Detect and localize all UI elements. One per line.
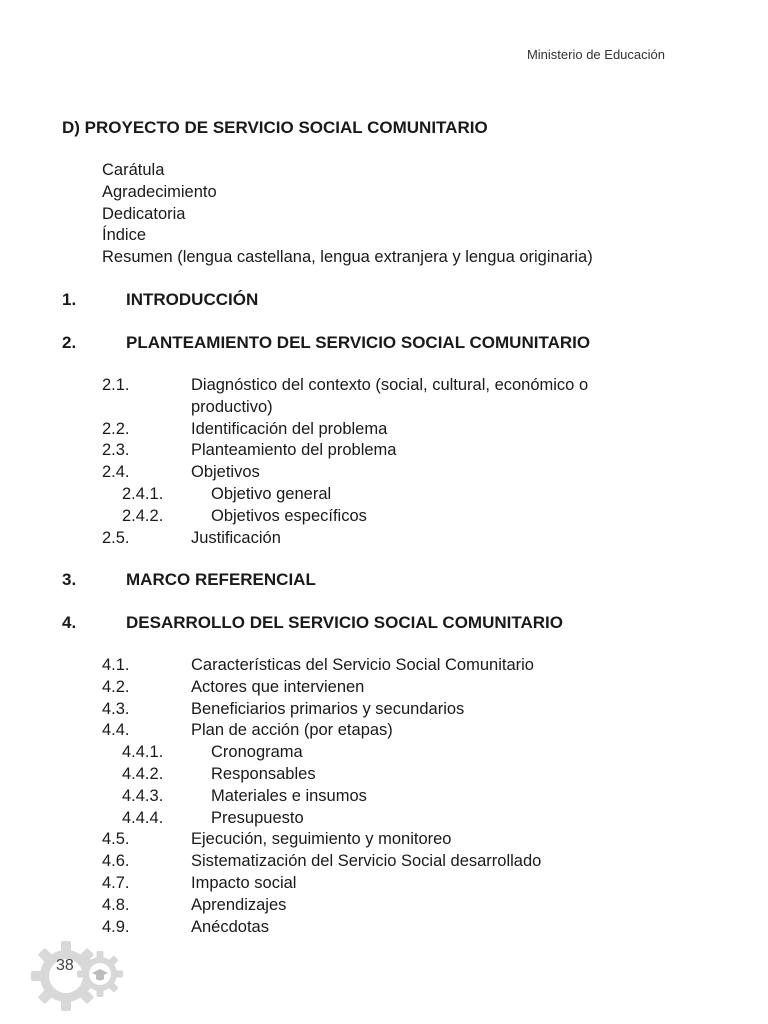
- section-heading-3: [62, 570, 316, 590]
- item-number: 4.4.: [102, 721, 130, 740]
- list-subitem: [102, 786, 662, 808]
- list-item: [102, 720, 662, 742]
- item-text: Actores que intervienen: [191, 677, 365, 696]
- item-text: Plan de acción (por etapas): [191, 721, 393, 740]
- item-text: Responsables: [211, 764, 316, 783]
- list-item: [102, 677, 662, 699]
- front-matter-item: Carátula: [102, 161, 165, 179]
- list-item: [102, 462, 662, 484]
- item-text: Justificación: [191, 528, 281, 547]
- front-matter-item: Agradecimiento: [102, 182, 217, 201]
- item-text: Objetivos específicos: [211, 506, 367, 525]
- list-item: [102, 699, 662, 721]
- page-number: 38: [56, 957, 74, 974]
- list-item: [102, 829, 662, 851]
- list-item: [102, 440, 662, 462]
- item-text: Aprendizajes: [191, 895, 287, 914]
- section-2-list: [102, 375, 662, 549]
- item-number: 4.4.1.: [122, 743, 164, 762]
- item-number: 4.5.: [102, 830, 130, 849]
- list-subitem: [102, 808, 662, 830]
- item-text: Beneficiarios primarios y secundarios: [191, 699, 465, 718]
- list-item: [102, 917, 662, 939]
- item-text: Objetivos: [191, 463, 260, 482]
- item-number: 2.3.: [102, 441, 130, 460]
- item-number: 4.3.: [102, 699, 130, 718]
- item-text: Sistematización del Servicio Social desarrollado: [191, 852, 542, 871]
- section-number: 3.: [62, 570, 77, 589]
- item-number: 4.1.: [102, 656, 130, 674]
- item-text: Cronograma: [211, 743, 303, 762]
- item-number: 4.6.: [102, 852, 130, 871]
- item-text: Materiales e insumos: [211, 786, 367, 805]
- item-text: Presupuesto: [211, 808, 304, 827]
- front-matter-item: Resumen (lengua castellana, lengua extranjera y lengua originaria): [102, 248, 593, 267]
- list-item: [102, 851, 662, 873]
- item-number: 4.4.4.: [122, 808, 164, 827]
- section-title: INTRODUCCIÓN: [126, 290, 259, 309]
- list-item: [102, 528, 662, 550]
- item-text: Identificación del problema: [191, 419, 388, 438]
- item-number: 2.4.2.: [122, 506, 164, 525]
- list-item: [102, 873, 662, 895]
- item-number: 4.4.3.: [122, 786, 164, 805]
- section-4-list: [102, 655, 662, 938]
- item-number: 2.5.: [102, 528, 130, 547]
- section-number: 1.: [62, 290, 77, 309]
- list-item: [102, 375, 662, 419]
- section-number: 4.: [62, 613, 77, 632]
- list-subitem: [102, 506, 662, 528]
- list-item: [102, 655, 662, 677]
- section-title: MARCO REFERENCIAL: [126, 570, 316, 589]
- item-text: Anécdotas: [191, 917, 269, 936]
- item-number: 4.2.: [102, 677, 130, 696]
- section-heading-2: [62, 333, 590, 353]
- section-title: DESARROLLO DEL SERVICIO SOCIAL COMUNITARIO: [126, 613, 563, 632]
- list-item: [102, 895, 662, 917]
- item-text: Planteamiento del problema: [191, 441, 397, 460]
- section-heading-4: [62, 613, 563, 633]
- item-number: 2.1.: [102, 376, 130, 394]
- item-text: Características del Servicio Social Comunitario: [191, 656, 534, 674]
- list-subitem: [102, 484, 662, 506]
- running-header: Ministerio de Educación: [526, 47, 665, 62]
- item-number: 4.4.2.: [122, 764, 164, 783]
- front-matter-item: Dedicatoria: [102, 204, 186, 223]
- item-number: 2.4.: [102, 463, 130, 482]
- list-item: [102, 419, 662, 441]
- item-number: 4.8.: [102, 895, 130, 914]
- section-title: PLANTEAMIENTO DEL SERVICIO SOCIAL COMUNITARIO: [126, 333, 591, 352]
- item-text: Ejecución, seguimiento y monitoreo: [191, 830, 452, 849]
- section-heading-1: [62, 290, 258, 310]
- list-subitem: [102, 742, 662, 764]
- item-text: Objetivo general: [211, 484, 332, 503]
- item-number: 2.4.1.: [122, 484, 164, 503]
- section-number: 2.: [62, 333, 77, 352]
- item-text: Impacto social: [191, 873, 297, 892]
- item-number: 2.2.: [102, 419, 130, 438]
- list-subitem: [102, 764, 662, 786]
- item-number: 4.7.: [102, 873, 130, 892]
- item-text: Diagnóstico del contexto (social, cultural, económico o productivo): [191, 376, 589, 416]
- item-number: 4.9.: [102, 917, 130, 936]
- front-matter-list: [102, 160, 593, 269]
- page-title: D) PROYECTO DE SERVICIO SOCIAL COMUNITARIO: [62, 118, 488, 137]
- front-matter-item: Índice: [102, 226, 147, 245]
- gear-icon: [28, 938, 128, 1018]
